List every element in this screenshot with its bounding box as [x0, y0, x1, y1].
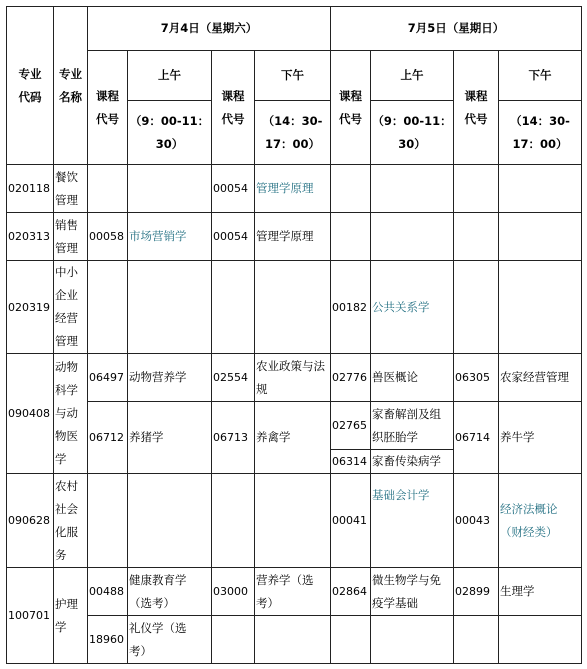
course-code: 18960 — [88, 616, 128, 664]
course-code: 03000 — [212, 568, 255, 616]
course-code: 02765 — [331, 402, 371, 450]
exam-schedule-table — [6, 6, 582, 664]
table-row — [7, 568, 582, 616]
course-code: 00054 — [212, 213, 255, 261]
header-major-name: 专业 名称 — [54, 7, 88, 165]
major-code: 090408 — [7, 354, 54, 474]
header-pm-time: （14：30- 17：00） — [499, 101, 582, 165]
course-code: 06314 — [331, 450, 371, 474]
course-code — [88, 474, 128, 568]
course-code: 06712 — [88, 402, 128, 474]
header-pm: 下午 — [255, 51, 331, 101]
header-pm-time: （14：30- 17：00） — [255, 101, 331, 165]
major-code: 020313 — [7, 213, 54, 261]
course-name — [499, 261, 582, 354]
course-code: 00054 — [212, 165, 255, 213]
header-am: 上午 — [371, 51, 454, 101]
major-name: 餐饮 管理 — [54, 165, 88, 213]
course-name — [371, 616, 454, 664]
course-name — [255, 261, 331, 354]
course-name: 家畜传染病学 — [371, 450, 454, 474]
course-name — [128, 474, 212, 568]
course-name: 健康教育学 （选考） — [128, 568, 212, 616]
course-name: 微生物学与免 疫学基础 — [371, 568, 454, 616]
course-name: 家畜解剖及组 织胚胎学 — [371, 402, 454, 450]
header-course-code: 课程 代号 — [212, 51, 255, 165]
header-am: 上午 — [128, 51, 212, 101]
course-code — [88, 261, 128, 354]
major-code: 090628 — [7, 474, 54, 568]
major-code: 100701 — [7, 568, 54, 664]
course-name — [255, 616, 331, 664]
course-name: 兽医概论 — [371, 354, 454, 402]
course-code: 00043 — [454, 474, 499, 568]
table-row — [7, 354, 582, 402]
course-code — [88, 165, 128, 213]
course-code: 02864 — [331, 568, 371, 616]
course-code: 06497 — [88, 354, 128, 402]
course-code: 02776 — [331, 354, 371, 402]
course-name — [371, 213, 454, 261]
course-code — [454, 165, 499, 213]
course-code — [331, 616, 371, 664]
course-code: 06305 — [454, 354, 499, 402]
table-row — [7, 616, 582, 664]
header-am-time: （9：00-11： 30） — [371, 101, 454, 165]
course-code: 00182 — [331, 261, 371, 354]
course-code: 00041 — [331, 474, 371, 568]
header-pm: 下午 — [499, 51, 582, 101]
header-day1: 7月4日（星期六） — [88, 7, 331, 51]
course-code — [454, 261, 499, 354]
course-name-link[interactable]: 基础会计学 — [371, 474, 454, 568]
course-name-link[interactable]: 市场营销学 — [128, 213, 212, 261]
table-row — [7, 474, 582, 568]
course-name — [371, 165, 454, 213]
course-code: 00058 — [88, 213, 128, 261]
major-code: 020319 — [7, 261, 54, 354]
course-name — [128, 165, 212, 213]
header-course-code: 课程 代号 — [331, 51, 371, 165]
major-name: 护理 学 — [54, 568, 88, 664]
course-name: 养牛学 — [499, 402, 582, 474]
course-name-link[interactable]: 管理学原理 — [255, 165, 331, 213]
course-code: 06714 — [454, 402, 499, 474]
course-code: 02899 — [454, 568, 499, 616]
course-name: 农业政策与法 规 — [255, 354, 331, 402]
header-major-code: 专业 代码 — [7, 7, 54, 165]
course-name: 礼仪学（选 考） — [128, 616, 212, 664]
course-name — [255, 474, 331, 568]
course-name — [499, 213, 582, 261]
course-name: 生理学 — [499, 568, 582, 616]
table-row — [7, 261, 582, 354]
course-name-link[interactable]: 公共关系学 — [371, 261, 454, 354]
course-name: 养猪学 — [128, 402, 212, 474]
course-code — [212, 474, 255, 568]
course-code: 02554 — [212, 354, 255, 402]
course-name-link[interactable]: 经济法概论 （财经类） — [499, 474, 582, 568]
major-name: 中小 企业 经营 管理 — [54, 261, 88, 354]
course-code: 06713 — [212, 402, 255, 474]
course-code — [454, 616, 499, 664]
table-row — [7, 213, 582, 261]
table-row — [7, 165, 582, 213]
major-name: 销售 管理 — [54, 213, 88, 261]
course-code: 00488 — [88, 568, 128, 616]
major-code: 020118 — [7, 165, 54, 213]
course-name — [499, 165, 582, 213]
course-code — [331, 213, 371, 261]
course-name — [499, 616, 582, 664]
course-code — [212, 616, 255, 664]
major-name: 农村 社会 化服 务 — [54, 474, 88, 568]
header-course-code: 课程 代号 — [454, 51, 499, 165]
course-name — [128, 261, 212, 354]
header-am-time: （9：00-11： 30） — [128, 101, 212, 165]
course-name: 营养学（选 考） — [255, 568, 331, 616]
course-name: 农家经营管理 — [499, 354, 582, 402]
header-course-code: 课程 代号 — [88, 51, 128, 165]
course-code — [212, 261, 255, 354]
table-row — [7, 402, 582, 450]
major-name: 动物 科学 与动 物医 学 — [54, 354, 88, 474]
course-code — [331, 165, 371, 213]
course-code — [454, 213, 499, 261]
header-day2: 7月5日（星期日） — [331, 7, 582, 51]
course-name: 管理学原理 — [255, 213, 331, 261]
course-name: 动物营养学 — [128, 354, 212, 402]
course-name: 养禽学 — [255, 402, 331, 474]
